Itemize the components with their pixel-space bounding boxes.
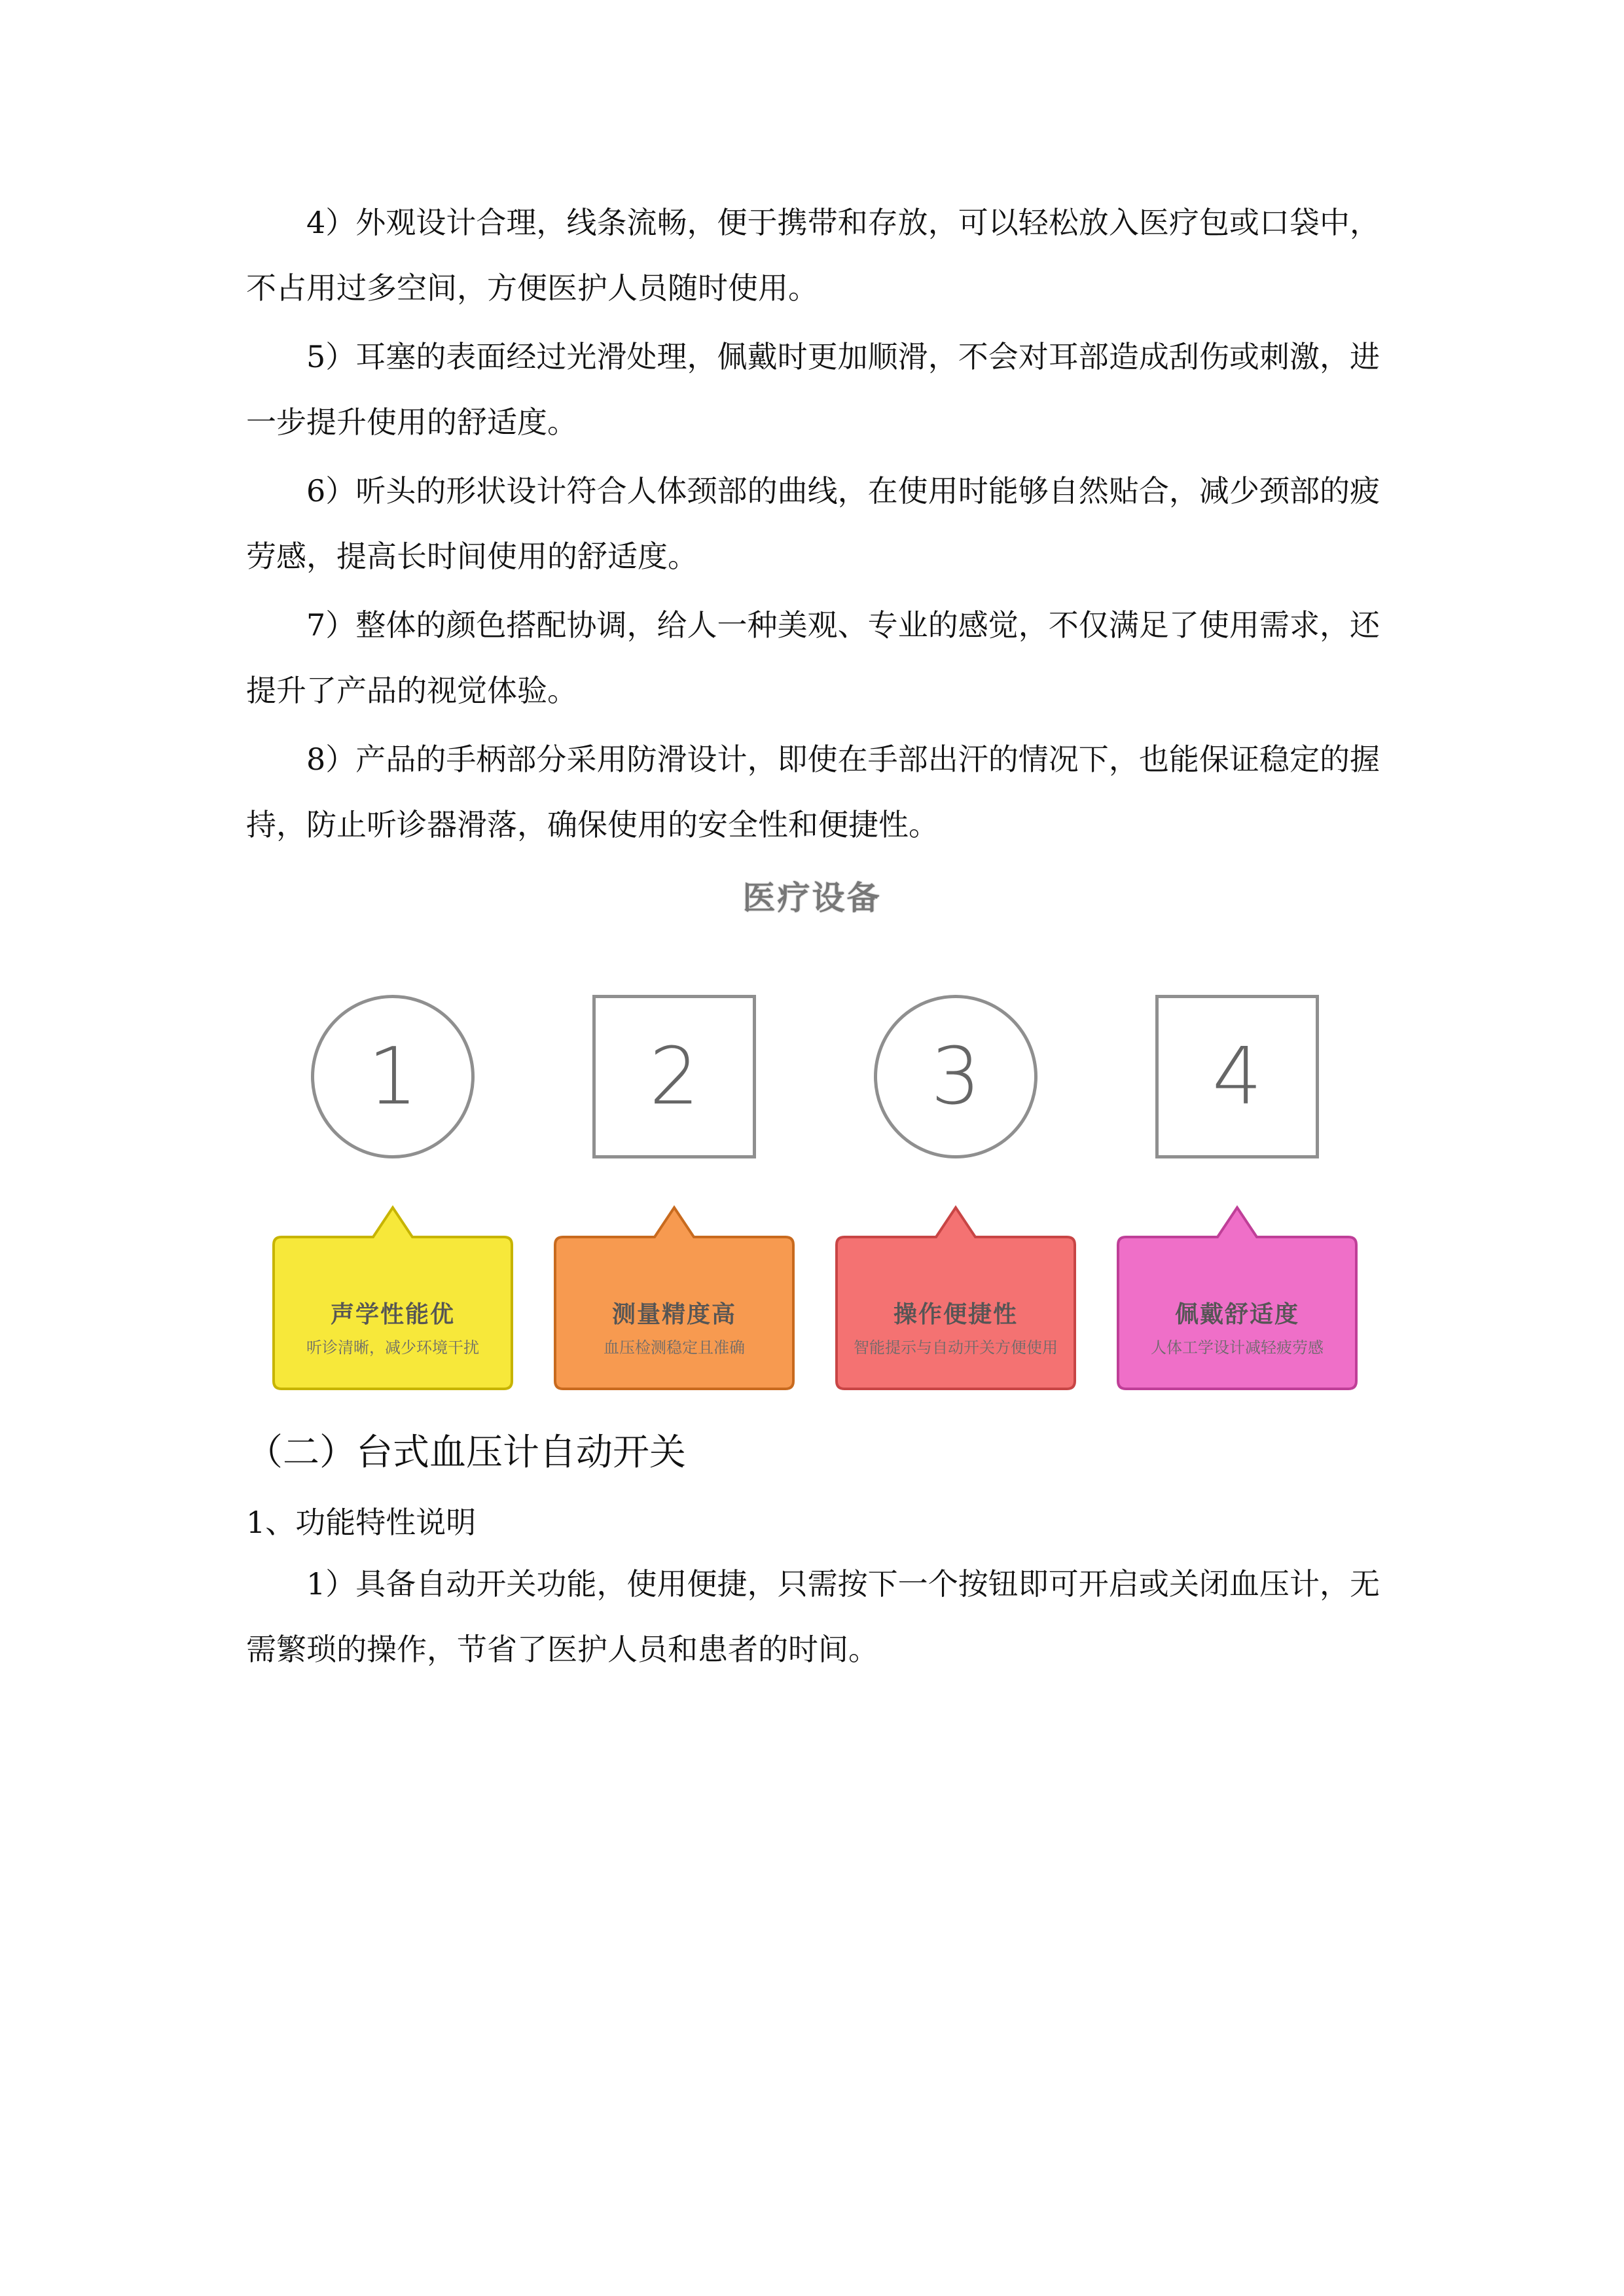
medical-equipment-figure [0,857,1624,1414]
card-subtitle: 血压检测稳定且准确 [604,1338,745,1357]
figure-title: 医疗设备 [742,879,882,917]
paragraph-5: 5）耳塞的表面经过光滑处理，佩戴时更加顺滑，不会对耳部造成刮伤或刺激，进一步提升使用的舒适度。 [246,339,1380,440]
card-subtitle: 听诊清晰，减少环境干扰 [306,1338,479,1357]
number-square-4: 4 [1155,995,1319,1158]
card-subtitle: 人体工学设计减轻疲劳感 [1151,1338,1324,1357]
card-title: 测量精度高 [611,1301,736,1328]
feature-card-acoustic [268,1198,517,1394]
feature-card-operation [831,1198,1080,1394]
paragraph-6: 6）听头的形状设计符合人体颈部的曲线，在使用时能够自然贴合，减少颈部的疲劳感，提高长时间使用的舒适度。 [246,473,1380,574]
number-circle-3: 3 [874,995,1038,1158]
card-title: 佩戴舒适度 [1174,1301,1299,1328]
card-title: 声学性能优 [330,1301,455,1328]
card-title: 操作便捷性 [893,1301,1018,1328]
card-subtitle: 智能提示与自动开关方便使用 [854,1338,1058,1357]
number-square-2: 2 [592,995,756,1158]
paragraph-4: 4）外观设计合理，线条流畅，便于携带和存放，可以轻松放入医疗包或口袋中，不占用过多空间，方便医护人员随时使用。 [246,205,1380,306]
feature-card-comfort [1113,1198,1362,1394]
section-heading: （二）台式血压计自动开关 [246,1431,686,1474]
paragraph-auto-switch: 1）具备自动开关功能，使用便捷，只需按下一个按钮即可开启或关闭血压计，无需繁琐的操作，节省了医护人员和患者的时间。 [246,1566,1380,1667]
number-circle-1: 1 [311,995,475,1158]
subsection-heading: 1、功能特性说明 [246,1505,477,1540]
paragraph-8: 8）产品的手柄部分采用防滑设计，即使在手部出汗的情况下，也能保证稳定的握持，防止听诊器滑落，确保使用的安全性和便捷性。 [246,742,1380,842]
feature-card-accuracy [550,1198,799,1394]
paragraph-7: 7）整体的颜色搭配协调，给人一种美观、专业的感觉，不仅满足了使用需求，还提升了产品的视觉体验。 [246,607,1380,708]
